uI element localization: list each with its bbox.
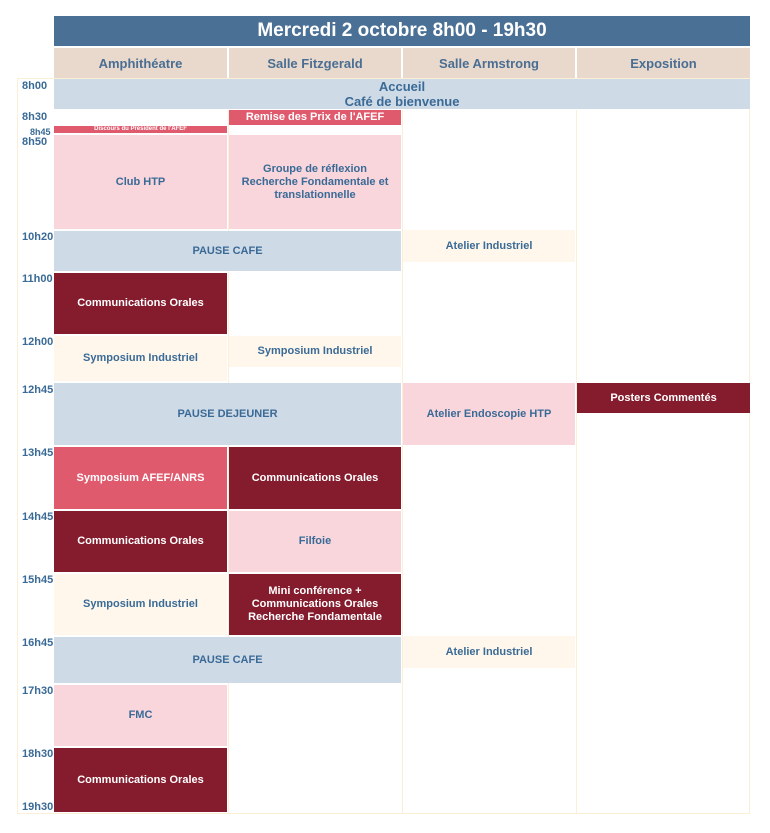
event-communications-orales-4[interactable]: Communications Orales: [54, 748, 227, 812]
event-remise-prix[interactable]: Remise des Prix de l'AFEF: [229, 110, 401, 125]
column-divider: [402, 110, 403, 814]
event-communications-orales-1[interactable]: Communications Orales: [54, 273, 227, 334]
column-divider: [576, 110, 577, 814]
event-fmc[interactable]: FMC: [54, 685, 227, 746]
time-label: 8h45: [30, 127, 51, 137]
time-label: 17h30: [22, 685, 54, 697]
time-label: 13h45: [22, 447, 54, 459]
event-club-htp[interactable]: Club HTP: [54, 135, 227, 229]
time-label: 12h00: [22, 336, 54, 348]
room-header-exposition: Exposition: [577, 48, 750, 78]
event-filfoie[interactable]: Filfoie: [229, 511, 401, 572]
time-label: 15h45: [22, 574, 54, 586]
event-pause-cafe-2[interactable]: PAUSE CAFE: [54, 637, 401, 683]
time-label: 11h00: [22, 273, 53, 285]
time-label: 16h45: [22, 637, 54, 649]
event-communications-orales-2[interactable]: Communications Orales: [229, 447, 401, 509]
event-atelier-industriel-2[interactable]: Atelier Industriel: [403, 636, 575, 668]
event-symposium-industriel-3[interactable]: Symposium Industriel: [54, 574, 227, 635]
event-groupe-reflexion[interactable]: Groupe de réflexion Recherche Fondamentale et translationnelle: [229, 135, 401, 229]
event-atelier-endoscopie-htp[interactable]: Atelier Endoscopie HTP: [403, 383, 575, 445]
event-symposium-industriel-2[interactable]: Symposium Industriel: [229, 336, 401, 367]
room-header-amphitheatre: Amphithéatre: [54, 48, 227, 78]
time-label: 14h45: [22, 511, 54, 523]
page-title: Mercredi 2 octobre 8h00 - 19h30: [54, 16, 750, 46]
event-symposium-industriel-1[interactable]: Symposium Industriel: [54, 336, 227, 381]
time-label: 19h30: [22, 801, 54, 813]
event-discours-president[interactable]: Discours du Président de l'AFEF: [54, 126, 227, 133]
event-posters-commentes[interactable]: Posters Commentés: [577, 383, 750, 413]
event-atelier-industriel-1[interactable]: Atelier Industriel: [403, 230, 575, 262]
time-label: 8h00: [22, 80, 48, 92]
event-mini-conference[interactable]: Mini conférence + Communications Orales Recherche Fondamentale: [229, 574, 401, 635]
room-header-armstrong: Salle Armstrong: [403, 48, 575, 78]
event-pause-dejeuner[interactable]: PAUSE DEJEUNER: [54, 383, 401, 445]
room-header-fitzgerald: Salle Fitzgerald: [229, 48, 401, 78]
event-pause-cafe-1[interactable]: PAUSE CAFE: [54, 231, 401, 271]
time-label: 18h30: [22, 748, 54, 760]
event-symposium-afef-anrs[interactable]: Symposium AFEF/ANRS: [54, 447, 227, 509]
event-accueil[interactable]: Accueil Café de bienvenue: [54, 79, 750, 109]
time-label: 12h45: [22, 384, 54, 396]
time-label: 8h30: [22, 111, 48, 123]
time-label: 8h50: [22, 136, 48, 148]
time-label: 10h20: [22, 231, 54, 243]
event-communications-orales-3[interactable]: Communications Orales: [54, 511, 227, 572]
